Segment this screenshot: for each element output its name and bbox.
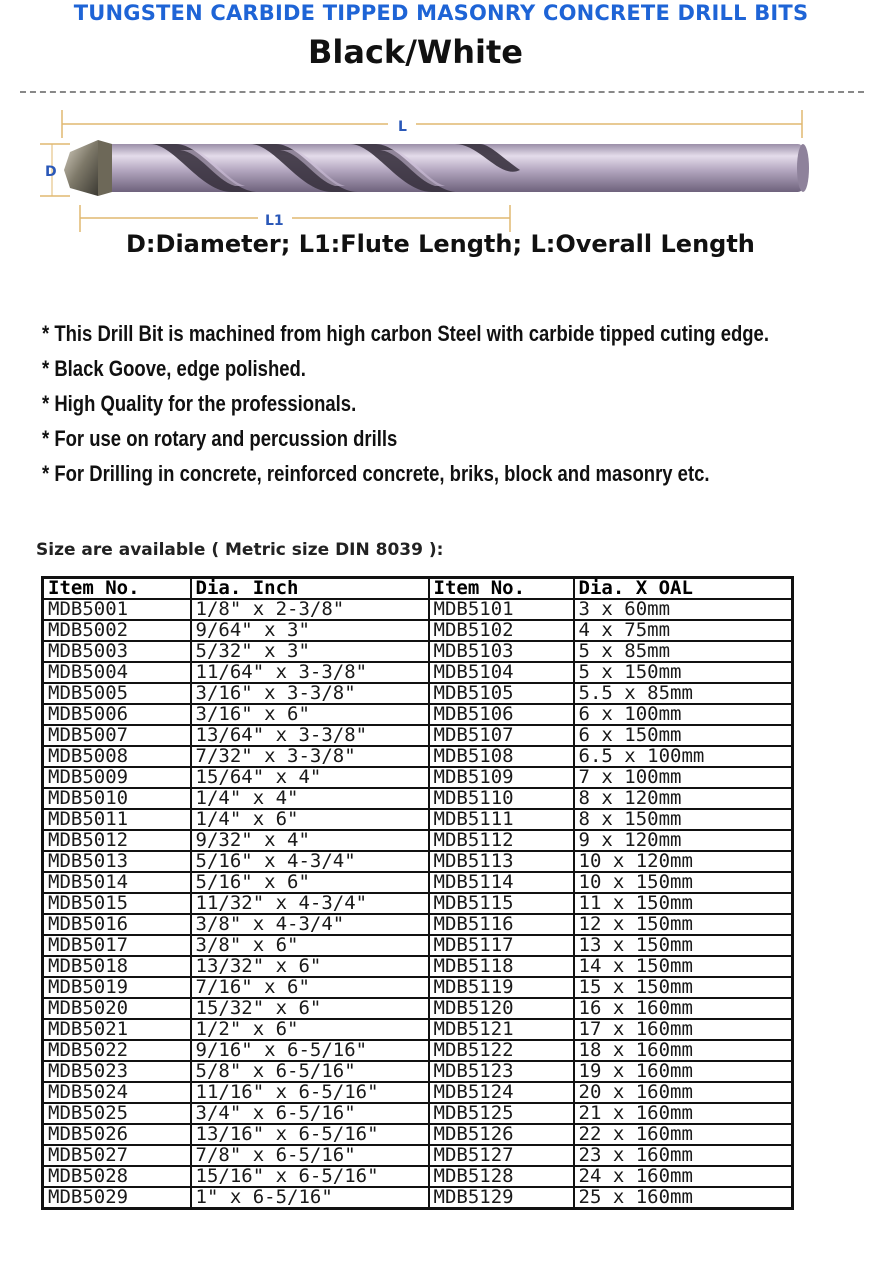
cell-item-no: MDB5020 xyxy=(43,998,191,1019)
cell-dia-oal: 5 x 85mm xyxy=(574,641,793,662)
table-row xyxy=(43,977,793,998)
label-L1: L1 xyxy=(265,213,284,229)
table-row xyxy=(43,1061,793,1082)
cell-dia-oal: 5 x 150mm xyxy=(574,662,793,683)
cell-item-no-metric: MDB5122 xyxy=(429,1040,574,1061)
cell-item-no: MDB5003 xyxy=(43,641,191,662)
cell-dia-inch: 13/32" x 6" xyxy=(191,956,429,977)
cell-item-no-metric: MDB5111 xyxy=(429,809,574,830)
feature-item: * High Quality for the professionals. xyxy=(42,391,357,416)
page-title: TUNGSTEN CARBIDE TIPPED MASONRY CONCRETE DRILL BITS xyxy=(73,1,809,25)
feature-item: * This Drill Bit is machined from high carbon Steel with carbide tipped cuting edge. xyxy=(42,321,769,346)
table-row xyxy=(43,662,793,683)
table-row xyxy=(43,599,793,620)
cell-item-no: MDB5013 xyxy=(43,851,191,872)
size-table xyxy=(41,576,794,1210)
table-row xyxy=(43,872,793,893)
cell-item-no: MDB5012 xyxy=(43,830,191,851)
cell-dia-oal: 9 x 120mm xyxy=(574,830,793,851)
cell-item-no: MDB5021 xyxy=(43,1019,191,1040)
header-item-no: Item No. xyxy=(43,578,191,600)
cell-item-no-metric: MDB5117 xyxy=(429,935,574,956)
cell-item-no-metric: MDB5107 xyxy=(429,725,574,746)
table-row xyxy=(43,809,793,830)
cell-item-no: MDB5028 xyxy=(43,1166,191,1187)
cell-item-no: MDB5029 xyxy=(43,1187,191,1209)
cell-item-no: MDB5008 xyxy=(43,746,191,767)
cell-item-no: MDB5010 xyxy=(43,788,191,809)
cell-dia-inch: 7/16" x 6" xyxy=(191,977,429,998)
cell-item-no: MDB5001 xyxy=(43,599,191,620)
feature-list xyxy=(42,316,882,491)
dashed-divider xyxy=(20,91,864,93)
table-row xyxy=(43,704,793,725)
cell-dia-inch: 13/64" x 3-3/8" xyxy=(191,725,429,746)
cell-dia-oal: 13 x 150mm xyxy=(574,935,793,956)
cell-dia-oal: 18 x 160mm xyxy=(574,1040,793,1061)
cell-dia-oal: 15 x 150mm xyxy=(574,977,793,998)
table-row xyxy=(43,641,793,662)
cell-item-no-metric: MDB5116 xyxy=(429,914,574,935)
size-table-wrapper xyxy=(41,576,794,1210)
cell-dia-oal: 4 x 75mm xyxy=(574,620,793,641)
cell-dia-oal: 20 x 160mm xyxy=(574,1082,793,1103)
cell-item-no: MDB5018 xyxy=(43,956,191,977)
table-row xyxy=(43,1145,793,1166)
cell-dia-oal: 6.5 x 100mm xyxy=(574,746,793,767)
cell-item-no-metric: MDB5126 xyxy=(429,1124,574,1145)
cell-item-no: MDB5009 xyxy=(43,767,191,788)
table-row xyxy=(43,1103,793,1124)
cell-dia-oal: 10 x 120mm xyxy=(574,851,793,872)
cell-dia-oal: 21 x 160mm xyxy=(574,1103,793,1124)
sizes-label: Size are available ( Metric size DIN 8039 ): xyxy=(36,540,444,560)
cell-dia-inch: 7/32" x 3-3/8" xyxy=(191,746,429,767)
cell-item-no: MDB5007 xyxy=(43,725,191,746)
carbide-tip xyxy=(64,140,98,196)
cell-item-no: MDB5015 xyxy=(43,893,191,914)
cell-item-no: MDB5011 xyxy=(43,809,191,830)
flute-length-dimension xyxy=(80,205,510,232)
page-subtitle: Black/White xyxy=(308,33,523,71)
cell-item-no-metric: MDB5108 xyxy=(429,746,574,767)
cell-dia-inch: 1" x 6-5/16" xyxy=(191,1187,429,1209)
table-row xyxy=(43,998,793,1019)
table-row xyxy=(43,935,793,956)
cell-dia-inch: 11/64" x 3-3/8" xyxy=(191,662,429,683)
table-row xyxy=(43,830,793,851)
cell-item-no-metric: MDB5128 xyxy=(429,1166,574,1187)
cell-dia-oal: 8 x 120mm xyxy=(574,788,793,809)
cell-dia-inch: 5/16" x 6" xyxy=(191,872,429,893)
cell-dia-inch: 3/8" x 6" xyxy=(191,935,429,956)
feature-item: * For Drilling in concrete, reinforced concrete, briks, block and masonry etc. xyxy=(42,461,710,486)
feature-item: * For use on rotary and percussion drills xyxy=(42,426,398,451)
cell-item-no: MDB5023 xyxy=(43,1061,191,1082)
table-row xyxy=(43,767,793,788)
table-row xyxy=(43,956,793,977)
table-row xyxy=(43,851,793,872)
cell-item-no: MDB5019 xyxy=(43,977,191,998)
cell-item-no-metric: MDB5101 xyxy=(429,599,574,620)
table-row xyxy=(43,1124,793,1145)
cell-item-no-metric: MDB5125 xyxy=(429,1103,574,1124)
cell-item-no-metric: MDB5119 xyxy=(429,977,574,998)
cell-dia-oal: 22 x 160mm xyxy=(574,1124,793,1145)
label-D: D xyxy=(45,164,57,180)
cell-dia-oal: 23 x 160mm xyxy=(574,1145,793,1166)
header-item-no-metric: Item No. xyxy=(429,578,574,600)
cell-item-no-metric: MDB5110 xyxy=(429,788,574,809)
cell-item-no: MDB5025 xyxy=(43,1103,191,1124)
cell-dia-oal: 6 x 100mm xyxy=(574,704,793,725)
cell-item-no-metric: MDB5121 xyxy=(429,1019,574,1040)
cell-item-no: MDB5002 xyxy=(43,620,191,641)
table-row xyxy=(43,725,793,746)
cell-dia-oal: 19 x 160mm xyxy=(574,1061,793,1082)
table-row xyxy=(43,1166,793,1187)
cell-item-no: MDB5014 xyxy=(43,872,191,893)
cell-dia-oal: 5.5 x 85mm xyxy=(574,683,793,704)
cell-dia-inch: 1/4" x 6" xyxy=(191,809,429,830)
cell-dia-inch: 7/8" x 6-5/16" xyxy=(191,1145,429,1166)
label-L: L xyxy=(398,119,407,135)
table-body xyxy=(43,599,793,1209)
cell-dia-inch: 9/64" x 3" xyxy=(191,620,429,641)
cell-dia-inch: 5/8" x 6-5/16" xyxy=(191,1061,429,1082)
cell-dia-oal: 24 x 160mm xyxy=(574,1166,793,1187)
cell-dia-inch: 5/16" x 4-3/4" xyxy=(191,851,429,872)
cell-item-no-metric: MDB5113 xyxy=(429,851,574,872)
cell-dia-inch: 11/16" x 6-5/16" xyxy=(191,1082,429,1103)
cell-dia-inch: 15/64" x 4" xyxy=(191,767,429,788)
cell-item-no-metric: MDB5102 xyxy=(429,620,574,641)
table-row xyxy=(43,1019,793,1040)
header-dia-inch: Dia. Inch xyxy=(191,578,429,600)
cell-dia-inch: 15/32" x 6" xyxy=(191,998,429,1019)
cell-dia-inch: 13/16" x 6-5/16" xyxy=(191,1124,429,1145)
cell-item-no: MDB5027 xyxy=(43,1145,191,1166)
cell-item-no: MDB5024 xyxy=(43,1082,191,1103)
cell-item-no: MDB5004 xyxy=(43,662,191,683)
table-row xyxy=(43,683,793,704)
cell-item-no: MDB5017 xyxy=(43,935,191,956)
cell-dia-oal: 3 x 60mm xyxy=(574,599,793,620)
cell-item-no-metric: MDB5114 xyxy=(429,872,574,893)
cell-item-no-metric: MDB5105 xyxy=(429,683,574,704)
cell-item-no-metric: MDB5112 xyxy=(429,830,574,851)
cell-dia-oal: 17 x 160mm xyxy=(574,1019,793,1040)
cell-dia-oal: 11 x 150mm xyxy=(574,893,793,914)
table-row xyxy=(43,788,793,809)
cell-dia-oal: 10 x 150mm xyxy=(574,872,793,893)
cell-item-no-metric: MDB5106 xyxy=(429,704,574,725)
cell-item-no-metric: MDB5109 xyxy=(429,767,574,788)
cell-dia-oal: 16 x 160mm xyxy=(574,998,793,1019)
cell-item-no-metric: MDB5129 xyxy=(429,1187,574,1209)
cell-item-no: MDB5022 xyxy=(43,1040,191,1061)
cell-item-no-metric: MDB5104 xyxy=(429,662,574,683)
cell-item-no: MDB5005 xyxy=(43,683,191,704)
table-row xyxy=(43,620,793,641)
table-header-row xyxy=(43,578,793,600)
cell-dia-oal: 25 x 160mm xyxy=(574,1187,793,1209)
cell-item-no: MDB5016 xyxy=(43,914,191,935)
cell-item-no: MDB5006 xyxy=(43,704,191,725)
table-row xyxy=(43,746,793,767)
cell-dia-oal: 12 x 150mm xyxy=(574,914,793,935)
overall-length-dimension xyxy=(62,110,802,138)
table-row xyxy=(43,1082,793,1103)
drill-bit-body xyxy=(64,140,809,196)
cell-dia-inch: 3/8" x 4-3/4" xyxy=(191,914,429,935)
cell-item-no-metric: MDB5115 xyxy=(429,893,574,914)
cell-dia-oal: 6 x 150mm xyxy=(574,725,793,746)
cell-item-no-metric: MDB5124 xyxy=(429,1082,574,1103)
cell-dia-inch: 9/16" x 6-5/16" xyxy=(191,1040,429,1061)
cell-dia-oal: 7 x 100mm xyxy=(574,767,793,788)
feature-item: * Black Goove, edge polished. xyxy=(42,356,306,381)
cell-item-no-metric: MDB5127 xyxy=(429,1145,574,1166)
cell-item-no-metric: MDB5123 xyxy=(429,1061,574,1082)
cell-dia-inch: 1/4" x 4" xyxy=(191,788,429,809)
table-row xyxy=(43,914,793,935)
header-dia-oal: Dia. X OAL xyxy=(574,578,793,600)
cell-dia-oal: 14 x 150mm xyxy=(574,956,793,977)
cell-dia-inch: 15/16" x 6-5/16" xyxy=(191,1166,429,1187)
drill-bit-diagram xyxy=(0,100,882,240)
cell-dia-inch: 5/32" x 3" xyxy=(191,641,429,662)
diagram-caption: D:Diameter; L1:Flute Length; L:Overall Length xyxy=(126,230,755,258)
cell-dia-inch: 3/4" x 6-5/16" xyxy=(191,1103,429,1124)
table-row xyxy=(43,1040,793,1061)
table-row xyxy=(43,893,793,914)
cell-dia-inch: 3/16" x 6" xyxy=(191,704,429,725)
cell-item-no-metric: MDB5120 xyxy=(429,998,574,1019)
cell-dia-inch: 3/16" x 3-3/8" xyxy=(191,683,429,704)
cell-dia-inch: 9/32" x 4" xyxy=(191,830,429,851)
cell-dia-inch: 1/2" x 6" xyxy=(191,1019,429,1040)
cell-dia-inch: 1/8" x 2-3/8" xyxy=(191,599,429,620)
cell-dia-inch: 11/32" x 4-3/4" xyxy=(191,893,429,914)
cell-item-no-metric: MDB5118 xyxy=(429,956,574,977)
cell-dia-oal: 8 x 150mm xyxy=(574,809,793,830)
cell-item-no-metric: MDB5103 xyxy=(429,641,574,662)
table-row xyxy=(43,1187,793,1209)
cell-item-no: MDB5026 xyxy=(43,1124,191,1145)
